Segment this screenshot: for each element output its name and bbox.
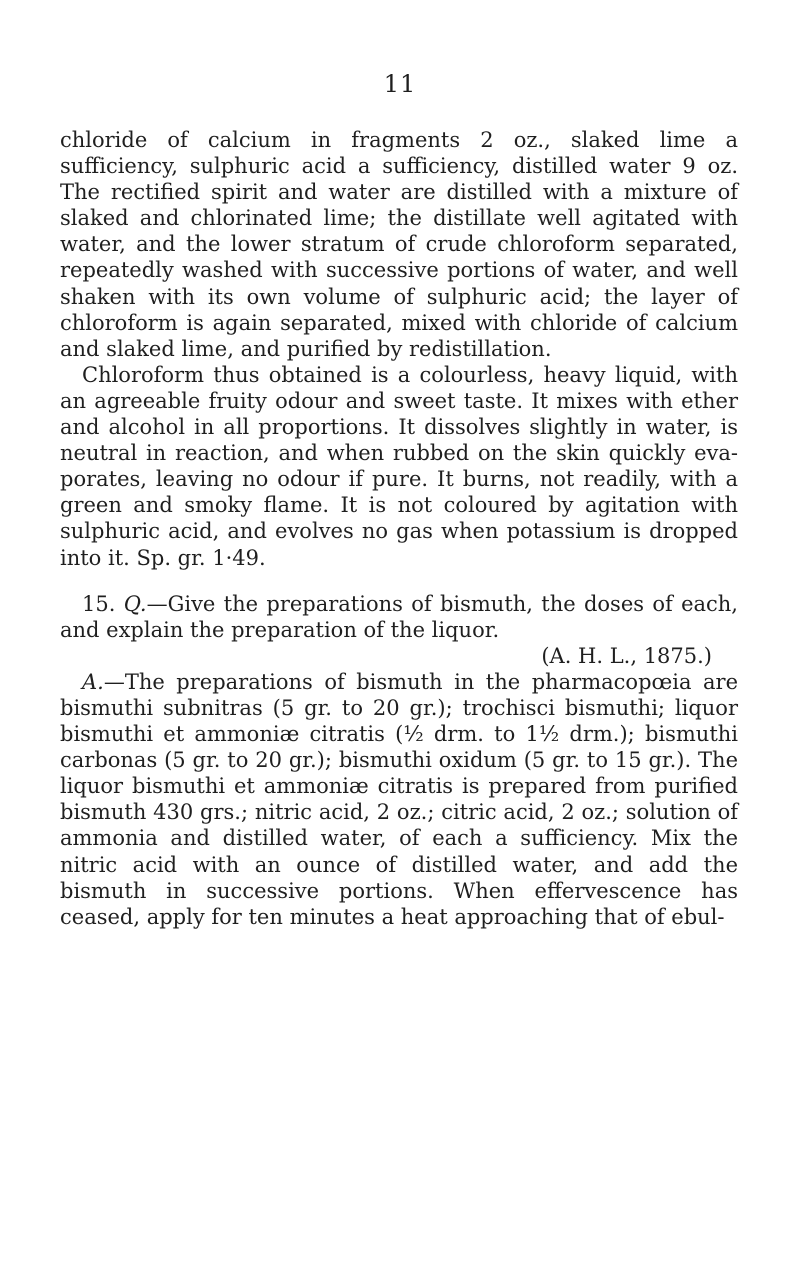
page-number: 11	[383, 70, 417, 98]
page-body	[60, 127, 738, 930]
chloroform-properties-paragraph: Chloroform thus obtained is a colourless, heavy liquid, with an agreeable fruity odour and sweet taste. It mixes with ether and alcohol in all proportions. It dissolves slightly in water, is neutral in reaction, and when rubbed on the skin quickly evaporates, leaving no odour if pure. It burns, not readily, with a green and smoky flame. It is not coloured by agitation with sulphuric acid, and evolves no gas when potassium is dropped into it. Sp. gr. 1·49.	[60, 362, 738, 570]
question-text: —Give the preparations of bismuth, the doses of each, and explain the preparation of the liquor.	[60, 591, 738, 642]
question-paragraph	[60, 591, 738, 669]
continuation-paragraph: chloride of calcium in fragments 2 oz., slaked lime a sufficiency, sulphuric acid a sufficiency, distilled water 9 oz. The rectified spirit and water are distilled with a mixture of slaked and chlorinated lime; the distillate well agitated with water, and the lower stratum of crude chloroform separated, repeatedly washed with successive portions of water, and well shaken with its own volume of sulphuric acid; the layer of chloroform is again separated, mixed with chloride of calcium and slaked lime, and purified by redistillation.	[60, 128, 738, 361]
answer-paragraph	[60, 669, 738, 930]
question-label: Q.	[123, 591, 147, 616]
answer-text: —The preparations of bismuth in the pharmacopœia are bismuthi subnitras (5 gr. to 20 gr.); trochisci bismuthi; liquor bismuthi et ammoniæ citratis (½ drm. to 1½ drm.); bismuthi carbonas (5 gr. to 20 gr.); bismuthi oxidum (5 gr. to 15 gr.). The liquor bismuthi et ammoniæ citratis is prepared from purified bismuth 430 grs.; nitric acid, 2 oz.; citric acid, 2 oz.; solution of ammonia and distilled water, of each a sufficiency. Mix the nitric acid with an ounce of distilled water, and add the bismuth in successive portions. When effervescence has ceased, apply for ten minutes a heat approaching that of ebul-	[60, 669, 738, 929]
question-source: (A. H. L., 1875.)	[541, 643, 712, 668]
answer-label: A.	[82, 669, 104, 694]
question-number: 15.	[82, 591, 116, 616]
